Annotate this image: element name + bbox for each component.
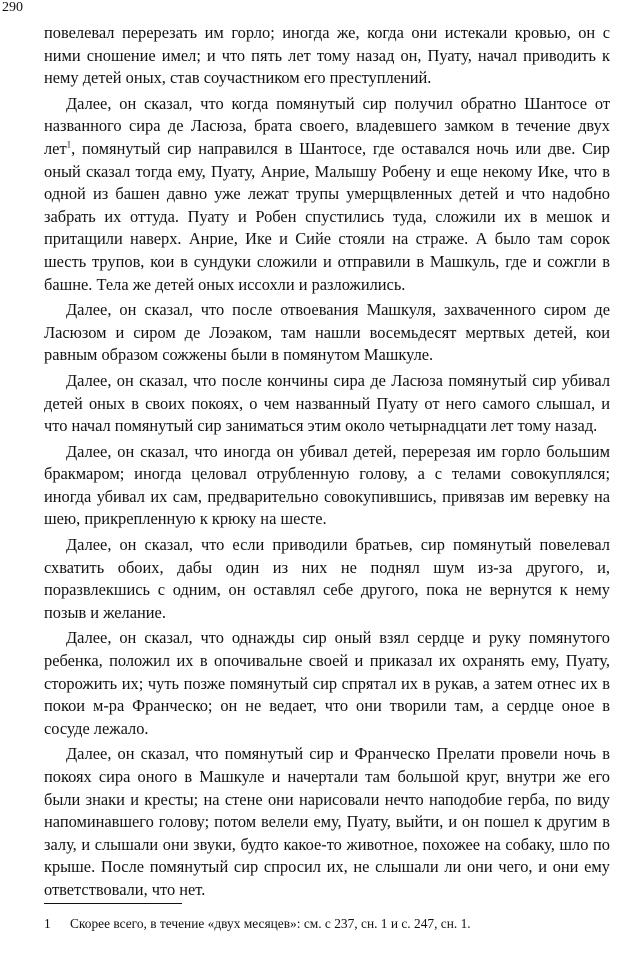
footnote-text: Скорее всего, в течение «двух месяцев»: см. с 237, сн. 1 и с. 247, сн. 1. — [70, 916, 471, 931]
paragraph: Далее, он сказал, что если приводили братьев, сир помянутый повелевал схватить обоих, дабы один из них не поднял шум из-за другого, и, поразвлекшись с одним, он оставлял себе другого, пока не вернутся к нему позыв и желание. — [44, 535, 610, 622]
footnote-number: 1 — [44, 916, 51, 931]
paragraph: повелевал перерезать им горло; иногда же, когда они истекали кровью, он с ними сношение имел; и что пять лет тому назад он, Пуату, начал приводить к нему детей оных, став соучастником его преступлений. — [44, 23, 610, 88]
footnote — [44, 915, 610, 933]
paragraph — [44, 93, 610, 296]
paragraph-text: , помянутый сир направился в Шантосе, где оставался ночь или две. Сир оный сказал тогда ему, Пуату, Анрие, Малышу Робену и еще некому Ике, что в одной из башен давно уже лежат трупы умерщвленных детей и что надобно забрать их оттуда. Пуату и Робен спустились туда, сложили их в мешок и притащили наверх. Анрие, Ике и Сийе стояли на страже. А было там сорок шесть трупов, кои в сундуки сложили и отправили в Машкуль, где и сожгли в башне. Тела же детей оных иссохли и разложились. — [44, 138, 610, 294]
footnote-divider — [44, 903, 182, 904]
paragraph-text: Далее, он сказал, что когда помянутый сир получил обратно Шантосе от названного сира де Ласюза, брата своего, владевшего замком в течение двух лет — [44, 93, 610, 158]
page-number: 290 — [2, 0, 23, 15]
paragraph: Далее, он сказал, что после кончины сира де Ласюза помянутый сир убивал детей оных в своих покоях, о чем названный Пуату от него самого слышал, и что начал помянутый сир заниматься этим около четырнадцати лет тому назад. — [44, 370, 610, 436]
paragraph: Далее, он сказал, что иногда он убивал детей, перерезая им горло большим бракмаром; иногда целовал отрубленную голову, а с телами совокуплялся; иногда убивал их сам, предварительно совокупившись, привязав им веревку на шею, прикрепленную к крюку на шесте. — [44, 441, 610, 529]
footnote-marker: 1 — [66, 139, 72, 150]
paragraph: Далее, он сказал, что однажды сир оный взял сердце и руку помянутого ребенка, положил их в опочивальне своей и приказал их охранять ему, Пуату, сторожить их; чуть позже помянутый сир спрятал их в рукав, а затем отнес их в покои м-ра Франческо; он не ведает, что они творили там, а сердце оное в сосуде лежало. — [44, 628, 610, 738]
paragraph: Далее, он сказал, что помянутый сир и Франческо Прелати провели ночь в покоях сира оного в Машкуле и начертали там большой круг, внутри же его были знаки и кресты; на стене они нарисовали нечто наподобие герба, по виду напоминавшего голову; потом велели ему, Пуату, выйти, и он пошел к другим в залу, и слышали они звуки, будто какое-то животное, похожее на собаку, шло по крыше. После помянутый сир спросил их, не слышали ли они чего, и они ему ответствовали, что нет. — [44, 744, 610, 899]
paragraph: Далее, он сказал, что после отвоевания Машкуля, захваченного сиром де Ласюзом и сиром де Лоэаком, там нашли восемьдесят мертвых детей, кои равным образом сожжены были в помянутом Машкуле. — [44, 300, 610, 365]
body-text — [44, 22, 610, 905]
